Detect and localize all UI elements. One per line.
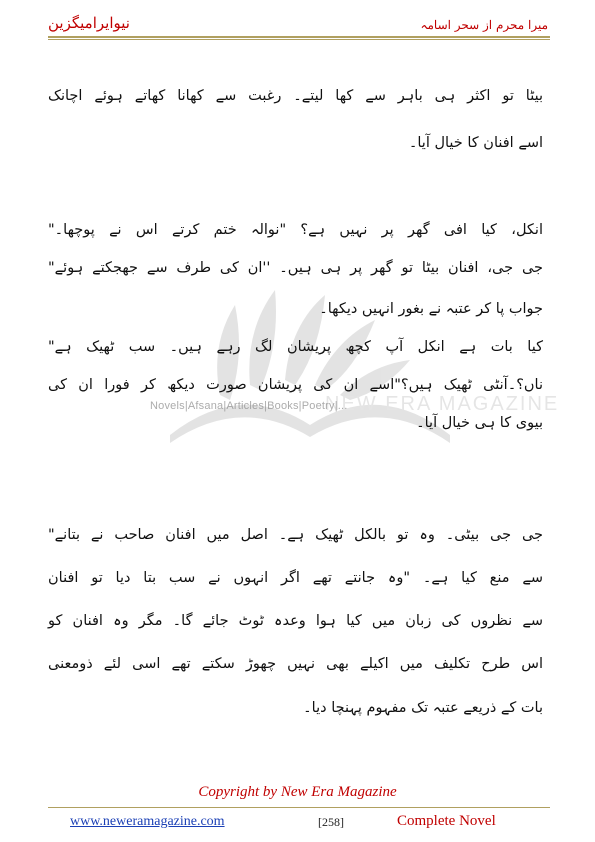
watermark-logo-text: NEW ERA MAGAZINE bbox=[325, 393, 560, 415]
body-line-7: ناں؟۔آنٹی ٹھیک ہیں؟"اسے ان کی پریشان صورت دیکھ کر فورا ان کی bbox=[48, 377, 543, 393]
body-line-6: کیا بات ہے انکل آپ کچھ پریشان لگ رہے ہیں۔ سب ٹھیک ہے" bbox=[48, 339, 543, 355]
header-divider bbox=[48, 36, 550, 38]
body-line-13: بات کے ذریعے عتبہ تک مفہوم پہنچا دیا۔ bbox=[303, 700, 543, 716]
category-label: Complete Novel bbox=[397, 813, 496, 829]
body-line-2: اسے افنان کا خیال آیا۔ bbox=[408, 135, 543, 151]
body-line-11: سے نظروں کی زبان میں کیا ہوا وعدہ ٹوٹ جائے گا۔ مگر وہ افنان کو bbox=[48, 613, 543, 629]
body-line-1: بیٹا تو اکثر ہی باہر سے کھا لیتے۔ رغبت سے کھانا کھاتے ہوئے اچانک bbox=[48, 88, 543, 104]
body-line-3: انکل، کیا افی گھر پر نہیں ہے؟ "نوالہ ختم کرتے اس نے پوچھا۔" bbox=[48, 222, 543, 238]
website-link[interactable]: www.neweramagazine.com bbox=[70, 814, 225, 829]
author-title: میرا محرم از سحر اسامہ bbox=[420, 18, 548, 32]
body-line-5: جواب پا کر عتبہ نے بغور انہیں دیکھا۔ bbox=[319, 301, 543, 317]
body-line-10: سے منع کیا ہے۔ "وہ جانتے تھے اگر انہوں نے سب بتا دیا تو افنان bbox=[48, 570, 543, 586]
copyright-notice: Copyright by New Era Magazine bbox=[198, 784, 397, 800]
page-header bbox=[48, 8, 548, 36]
body-line-8: بیوی کا ہی خیال آیا۔ bbox=[416, 415, 543, 431]
footer-divider bbox=[48, 807, 550, 808]
page-number: [258] bbox=[318, 815, 344, 829]
watermark-tagline: Novels|Afsana|Articles|Books|Poetry|... bbox=[150, 400, 348, 412]
body-line-4: جی جی، افنان بیٹا تو گھر پر ہی ہیں۔ ''ان کی طرف سے جھجکتے ہوئے" bbox=[48, 260, 543, 276]
body-line-12: اس طرح تکلیف میں اکیلے بھی نہیں چھوڑ سکتے تھے اسی لئے ذومعنی bbox=[48, 656, 543, 672]
magazine-title: نیوایرامیگزین bbox=[48, 14, 130, 32]
header-divider-thin bbox=[48, 39, 550, 40]
body-line-9: جی جی بیٹی۔ وہ تو بالکل ٹھیک ہے۔ اصل میں افنان صاحب نے بتانے" bbox=[48, 527, 543, 543]
